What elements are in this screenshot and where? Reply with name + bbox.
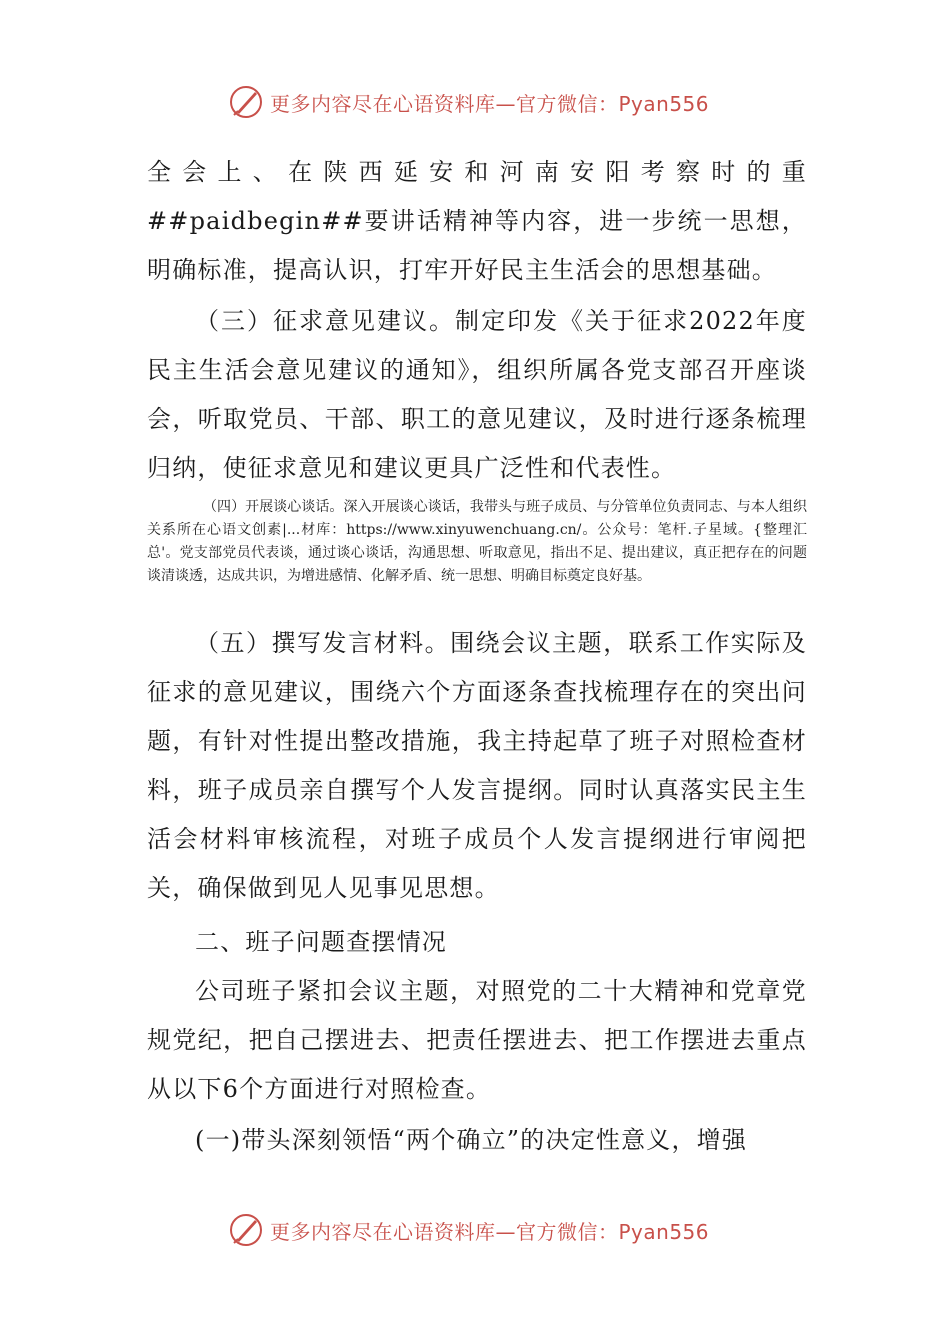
paragraph-1: 全会上、在陕西延安和河南安阳考察时的重##paidbegin##要讲话精神等内容，进一步统一思想，明确标准，提高认识，打牢开好民主生活会的思想基础。 bbox=[147, 158, 807, 284]
paragraph-3-watermarked: （四）开展谈心谈话。深入开展谈心谈话，我带头与班子成员、与分管单位负责同志、与本人组织关系所在心语文创素|...材库：https://www.xinyuwenchuang.cn/。公众号：笔杆.子星域。{整理汇总'。党支部党员代表谈，通过谈心谈话，沟通思想、听取意见，指出不足、提出建议，真正把存在的问题谈清谈透，达成共识，为增进感情、化解矛盾、统一思想、明确目标奠定良好基。 bbox=[147, 499, 807, 584]
paragraph-2: （三）征求意见建议。制定印发《关于征求2022年度民主生活会意见建议的通知》，组织所属各党支部召开座谈会，听取党员、干部、职工的意见建议，及时进行逐条梳理归纳，使征求意见和建议更具广泛性和代表性。 bbox=[147, 307, 807, 482]
quill-pen-icon bbox=[228, 1212, 264, 1248]
footer-banner-text: 更多内容尽在心语资料库—官方微信：Pyan556 bbox=[270, 1219, 710, 1244]
paragraph-7: (一)带头深刻领悟“两个确立”的决定性意义，增强 bbox=[195, 1126, 748, 1154]
paragraph-4: （五）撰写发言材料。围绕会议主题，联系工作实际及征求的意见建议，围绕六个方面逐条查找梳理存在的突出问题，有针对性提出整改措施，我主持起草了班子对照检查材料，班子成员亲自撰写个人发言提纲。同时认真落实民主生活会材料审核流程，对班子成员个人发言提纲进行审阅把关，确保做到见人见事见思想。 bbox=[147, 629, 807, 902]
section-heading: 二、班子问题查摆情况 bbox=[195, 928, 447, 956]
header-banner bbox=[228, 82, 709, 122]
paragraph-6: 公司班子紧扣会议主题，对照党的二十大精神和党章党规党纪，把自己摆进去、把责任摆进去、把工作摆进去重点从以下6个方面进行对照检查。 bbox=[147, 977, 807, 1103]
footer-banner bbox=[228, 1210, 709, 1250]
header-banner-text: 更多内容尽在心语资料库—官方微信：Pyan556 bbox=[270, 91, 710, 116]
quill-pen-icon bbox=[228, 84, 264, 120]
